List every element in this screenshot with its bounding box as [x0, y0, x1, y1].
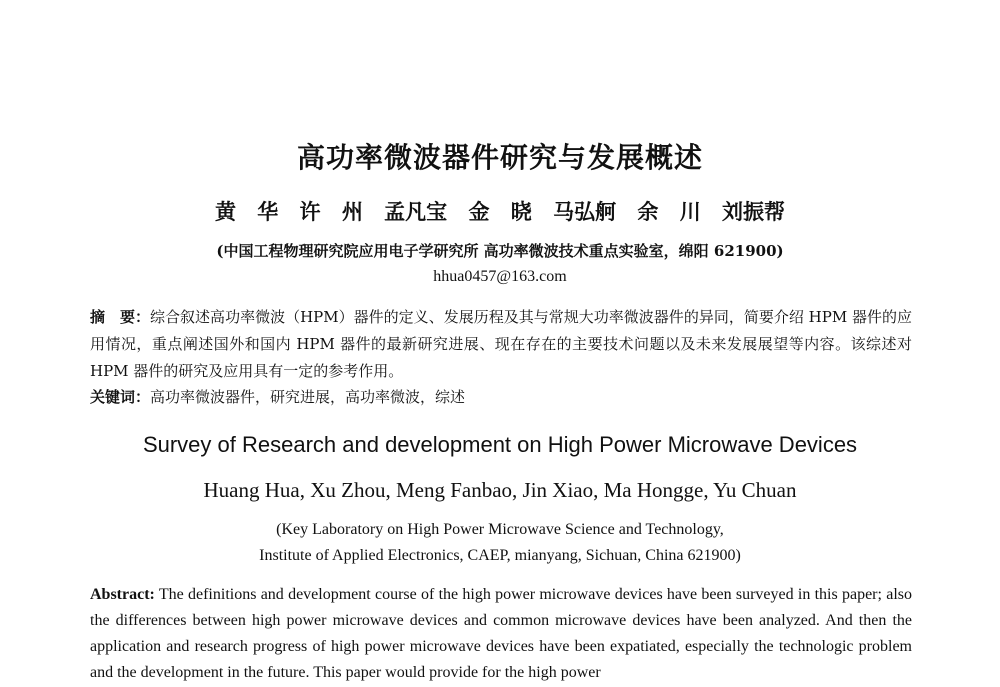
- keywords-cn-text: 高功率微波器件，研究进展，高功率微波，综述: [150, 388, 466, 406]
- affiliation-en: [0, 517, 1000, 569]
- abstract-en-label: Abstract:: [90, 586, 155, 603]
- keywords-cn-label: 关键词：: [90, 388, 151, 406]
- paper-title-cn: 高功率微波器件研究与发展概述: [296, 141, 703, 174]
- affiliation-en-line-1: (Key Laboratory on High Power Microwave Science and Technology,: [276, 521, 724, 538]
- affiliation-en-line-2: Institute of Applied Electronics, CAEP, mianyang, Sichuan, China 621900): [259, 547, 741, 564]
- affiliation-cn: (中国工程物理研究院应用电子学研究所 高功率微波技术重点实验室，绵阳 621900): [216, 242, 784, 260]
- paper-title-en: Survey of Research and development on High Power Microwave Devices: [142, 432, 858, 457]
- author-email: hhua0457@163.com: [433, 268, 567, 285]
- authors-cn: 黄 华 许 州 孟凡宝 金 晓 马弘舸 余 川 刘振帮: [214, 199, 786, 224]
- abstract-en-text: The definitions and development course of the high power microwave devices have been surveyed in this paper; also the differences between high power microwave devices and common microwave devices have been analyzed. And then the application and research progress of high power microwave devices have been expatiated, especially the technologic problem and the development in the future. This paper would provide for the high power: [90, 586, 912, 681]
- authors-en: Huang Hua, Xu Zhou, Meng Fanbao, Jin Xiao, Ma Hongge, Yu Chuan: [203, 478, 797, 502]
- abstract-cn-label: 摘 要：: [90, 308, 151, 326]
- abstract-cn-text: 综合叙述高功率微波（HPM）器件的定义、发展历程及其与常规大功率微波器件的异同，简要介绍 HPM 器件的应用情况，重点阐述国外和国内 HPM 器件的最新研究进展、现在存在的主要技术问题以及未来发展展望等内容。该综述对 HPM 器件的研究及应用具有一定的参考作用。: [90, 308, 912, 380]
- abstract-cn: [90, 304, 912, 385]
- keywords-cn: [90, 385, 912, 409]
- abstract-en: [90, 582, 912, 686]
